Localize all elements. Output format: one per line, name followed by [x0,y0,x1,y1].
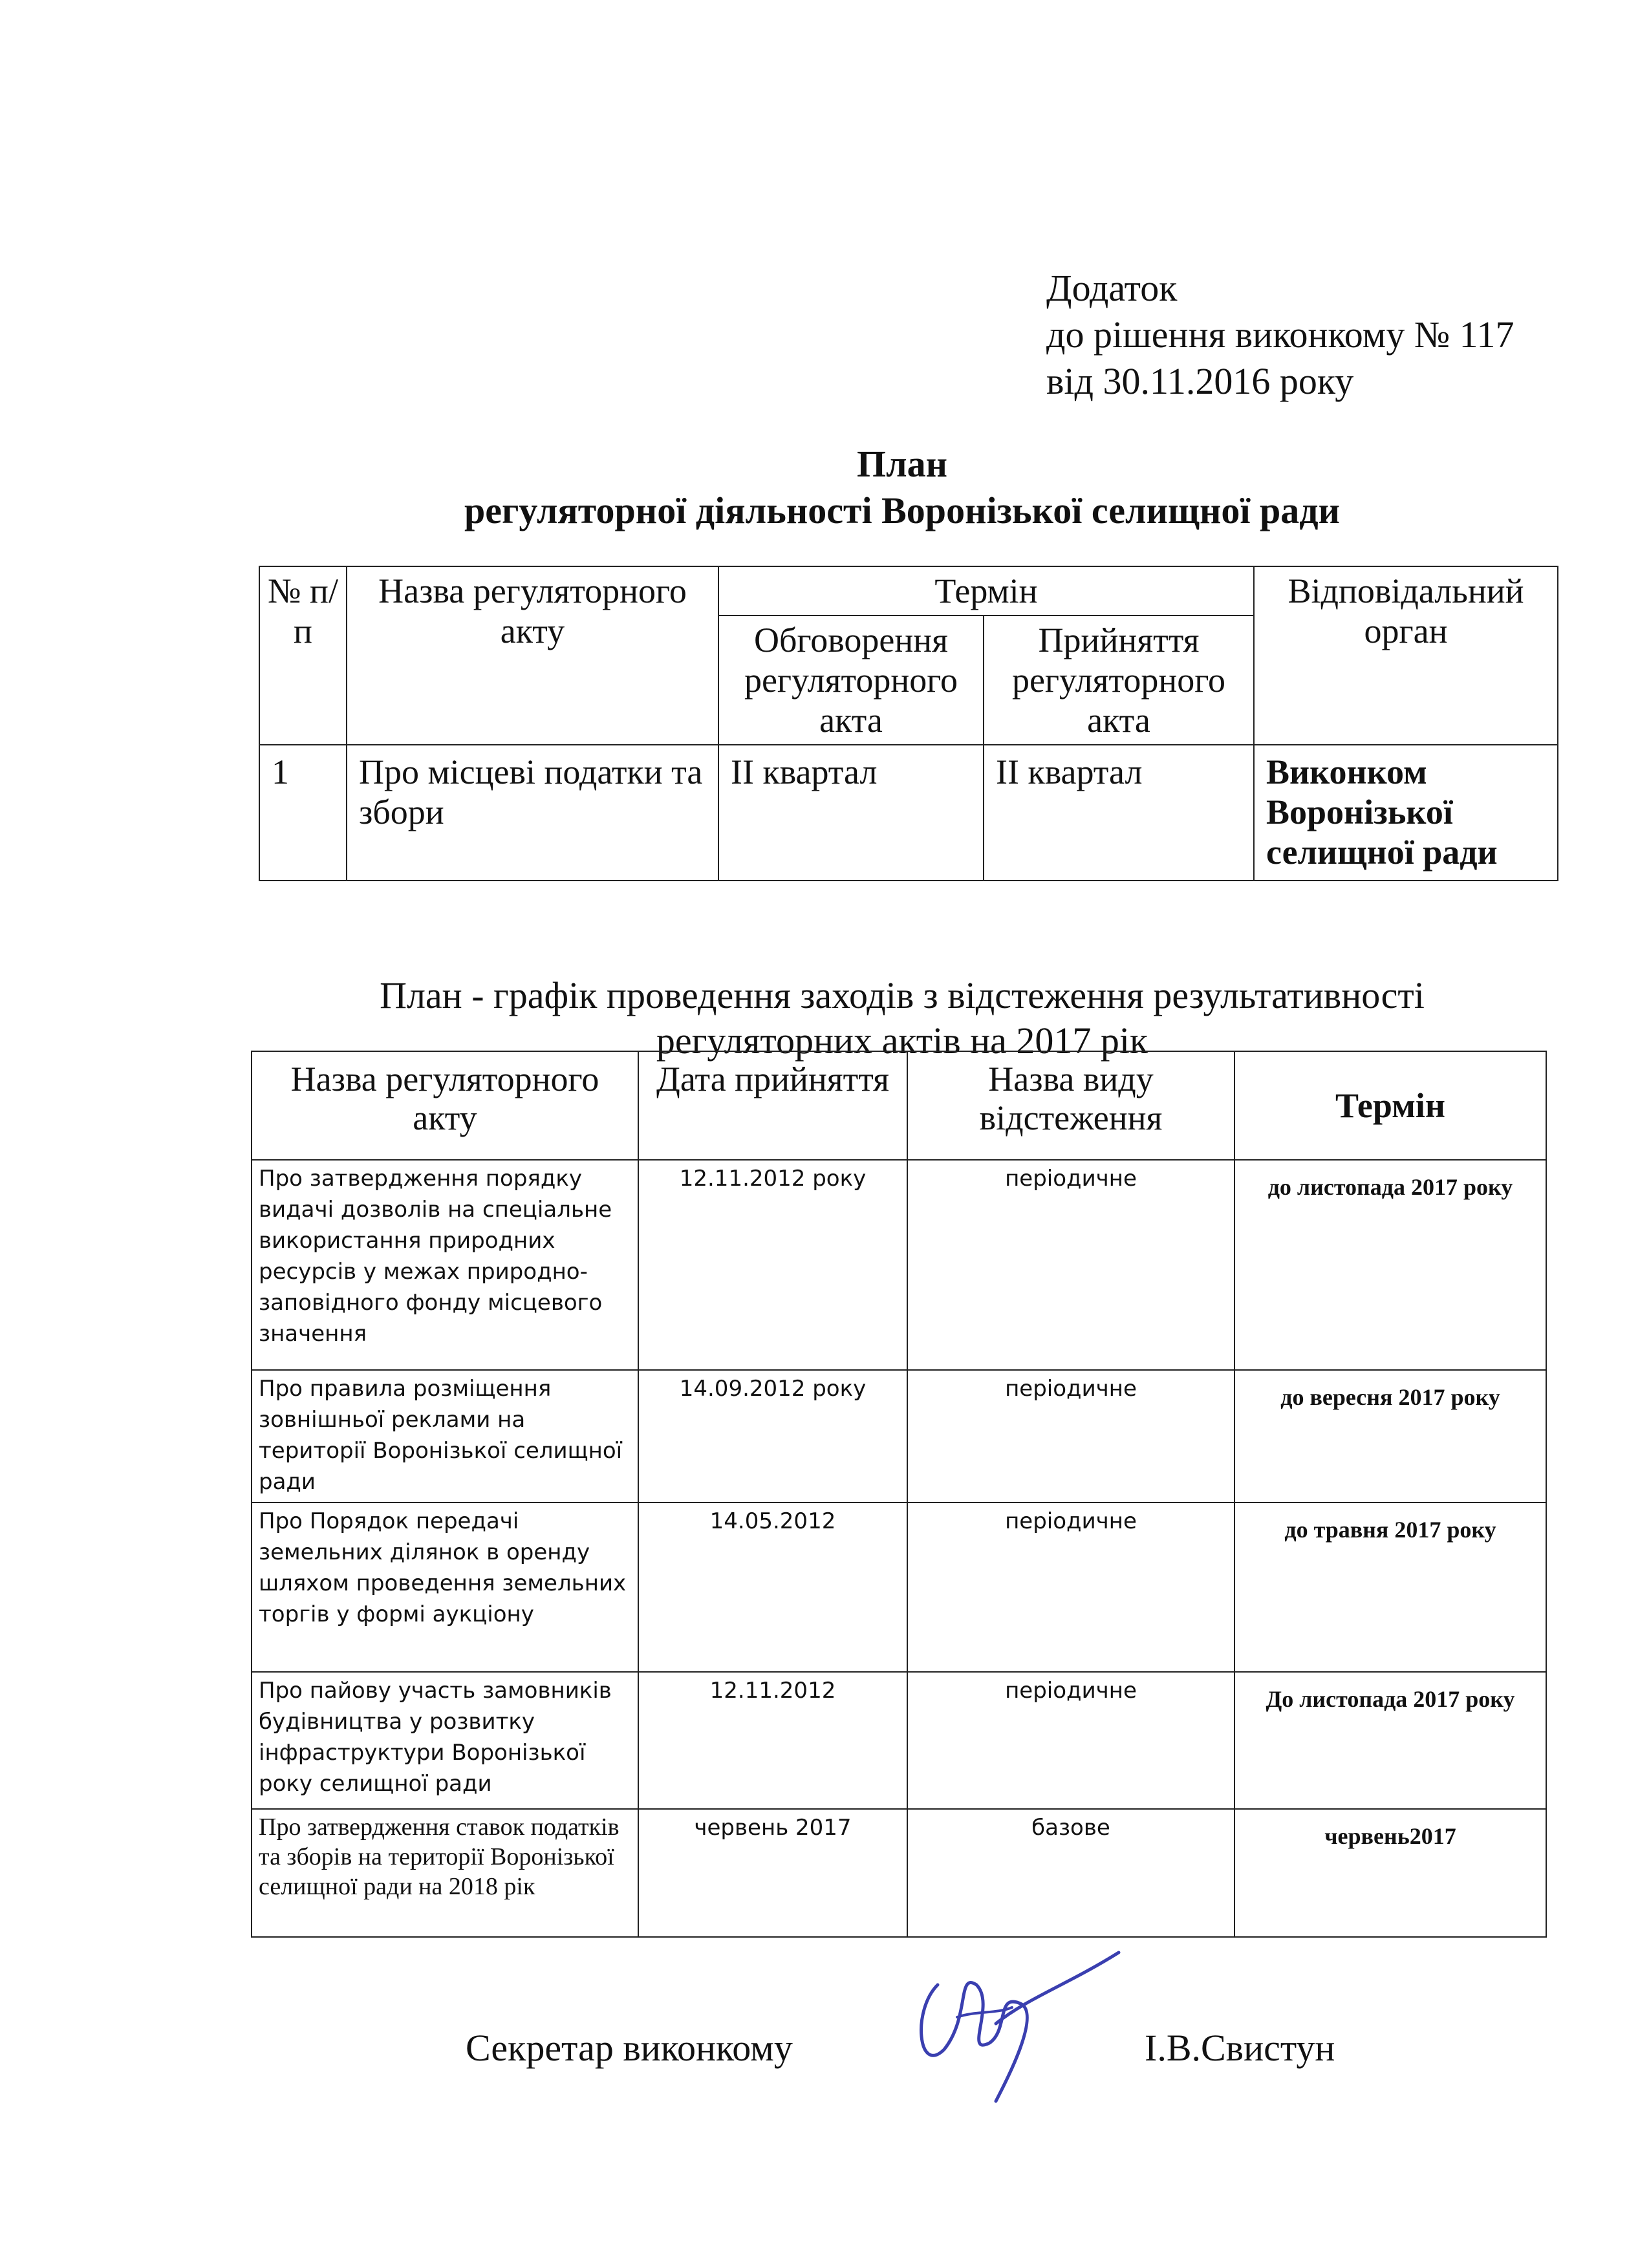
annex-line-2: до рішення виконкому № 117 [1046,314,1514,356]
header-term: Термін [718,566,1254,615]
annex-line-1: Додаток [1046,267,1178,309]
table-row [252,1370,1546,1503]
cell-adoption-date: 12.11.2012 [638,1672,907,1809]
table-row [259,745,1558,881]
row-num: 1 [259,745,347,881]
signatory-position: Секретар виконкому [466,2027,793,2069]
monitoring-schedule-table [251,1051,1547,1938]
header-adoption-date: Дата прийняття [638,1051,907,1160]
row-adoption: ІІ квартал [984,745,1254,881]
header-discussion: Обговорення регуляторного акта [718,615,984,745]
annex-block [1046,265,1514,405]
cell-monitoring-type: періодичне [907,1370,1234,1503]
cell-monitoring-type: періодичне [907,1160,1234,1370]
cell-term: до вересня 2017 року [1234,1370,1546,1503]
row-discussion: ІІ квартал [718,745,984,881]
cell-act-name: Про пайову участь замовників будівництва у розвитку інфраструктури Воронізької року селищної ради [252,1672,638,1809]
handwritten-signature-icon [899,1946,1132,2108]
cell-term: До листопада 2017 року [1234,1672,1546,1809]
cell-adoption-date: 14.05.2012 [638,1503,907,1672]
schedule-title-line-1: План - графік проведення заходів з відстеження результативності [380,974,1425,1016]
row-act-name: Про місцеві податки та збори [347,745,718,881]
annex-line-3: від 30.11.2016 року [1046,360,1354,402]
cell-monitoring-type: періодичне [907,1672,1234,1809]
cell-adoption-date: 14.09.2012 року [638,1370,907,1503]
header-act-name: Назва регуляторного акту [252,1051,638,1160]
table-row [252,1160,1546,1370]
header-num: № п/п [259,566,347,745]
table-row [252,1503,1546,1672]
cell-term: до травня 2017 року [1234,1503,1546,1672]
signatory-name: І.В.Свистун [1145,2027,1335,2069]
row-responsible: Виконком Воронізької селищної ради [1254,745,1558,881]
schedule-title-line-2: регуляторних актів на 2017 рік [656,1020,1148,1062]
table-row [252,1672,1546,1809]
regulatory-plan-table [259,566,1558,881]
table-row [252,1809,1546,1937]
plan-subtitle: регуляторної діяльності Воронізької селищної ради [464,489,1341,531]
cell-act-name: Про Порядок передачі земельних ділянок в оренду шляхом проведення земельних торгів у формі аукціону [252,1503,638,1672]
header-monitoring-type: Назва виду відстеження [907,1051,1234,1160]
header-term: Термін [1234,1051,1546,1160]
cell-adoption-date: червень 2017 [638,1809,907,1937]
cell-act-name: Про затвердження ставок податків та зборів на території Воронізької селищної ради на 2018 рік [252,1809,638,1937]
cell-adoption-date: 12.11.2012 року [638,1160,907,1370]
cell-term: червень2017 [1234,1809,1546,1937]
cell-act-name: Про затвердження порядку видачі дозволів на спеціальне використання природних ресурсів у межах природно-заповідного фонду місцевого значення [252,1160,638,1370]
header-adoption: Прийняття регуляторного акта [984,615,1254,745]
header-act-name: Назва регуляторного акту [347,566,718,745]
cell-term: до листопада 2017 року [1234,1160,1546,1370]
cell-monitoring-type: базове [907,1809,1234,1937]
plan-title: План [856,443,948,485]
header-responsible: Відповідальний орган [1254,566,1558,745]
cell-monitoring-type: періодичне [907,1503,1234,1672]
cell-act-name: Про правила розміщення зовнішньої реклами на території Воронізької селищної ради [252,1370,638,1503]
